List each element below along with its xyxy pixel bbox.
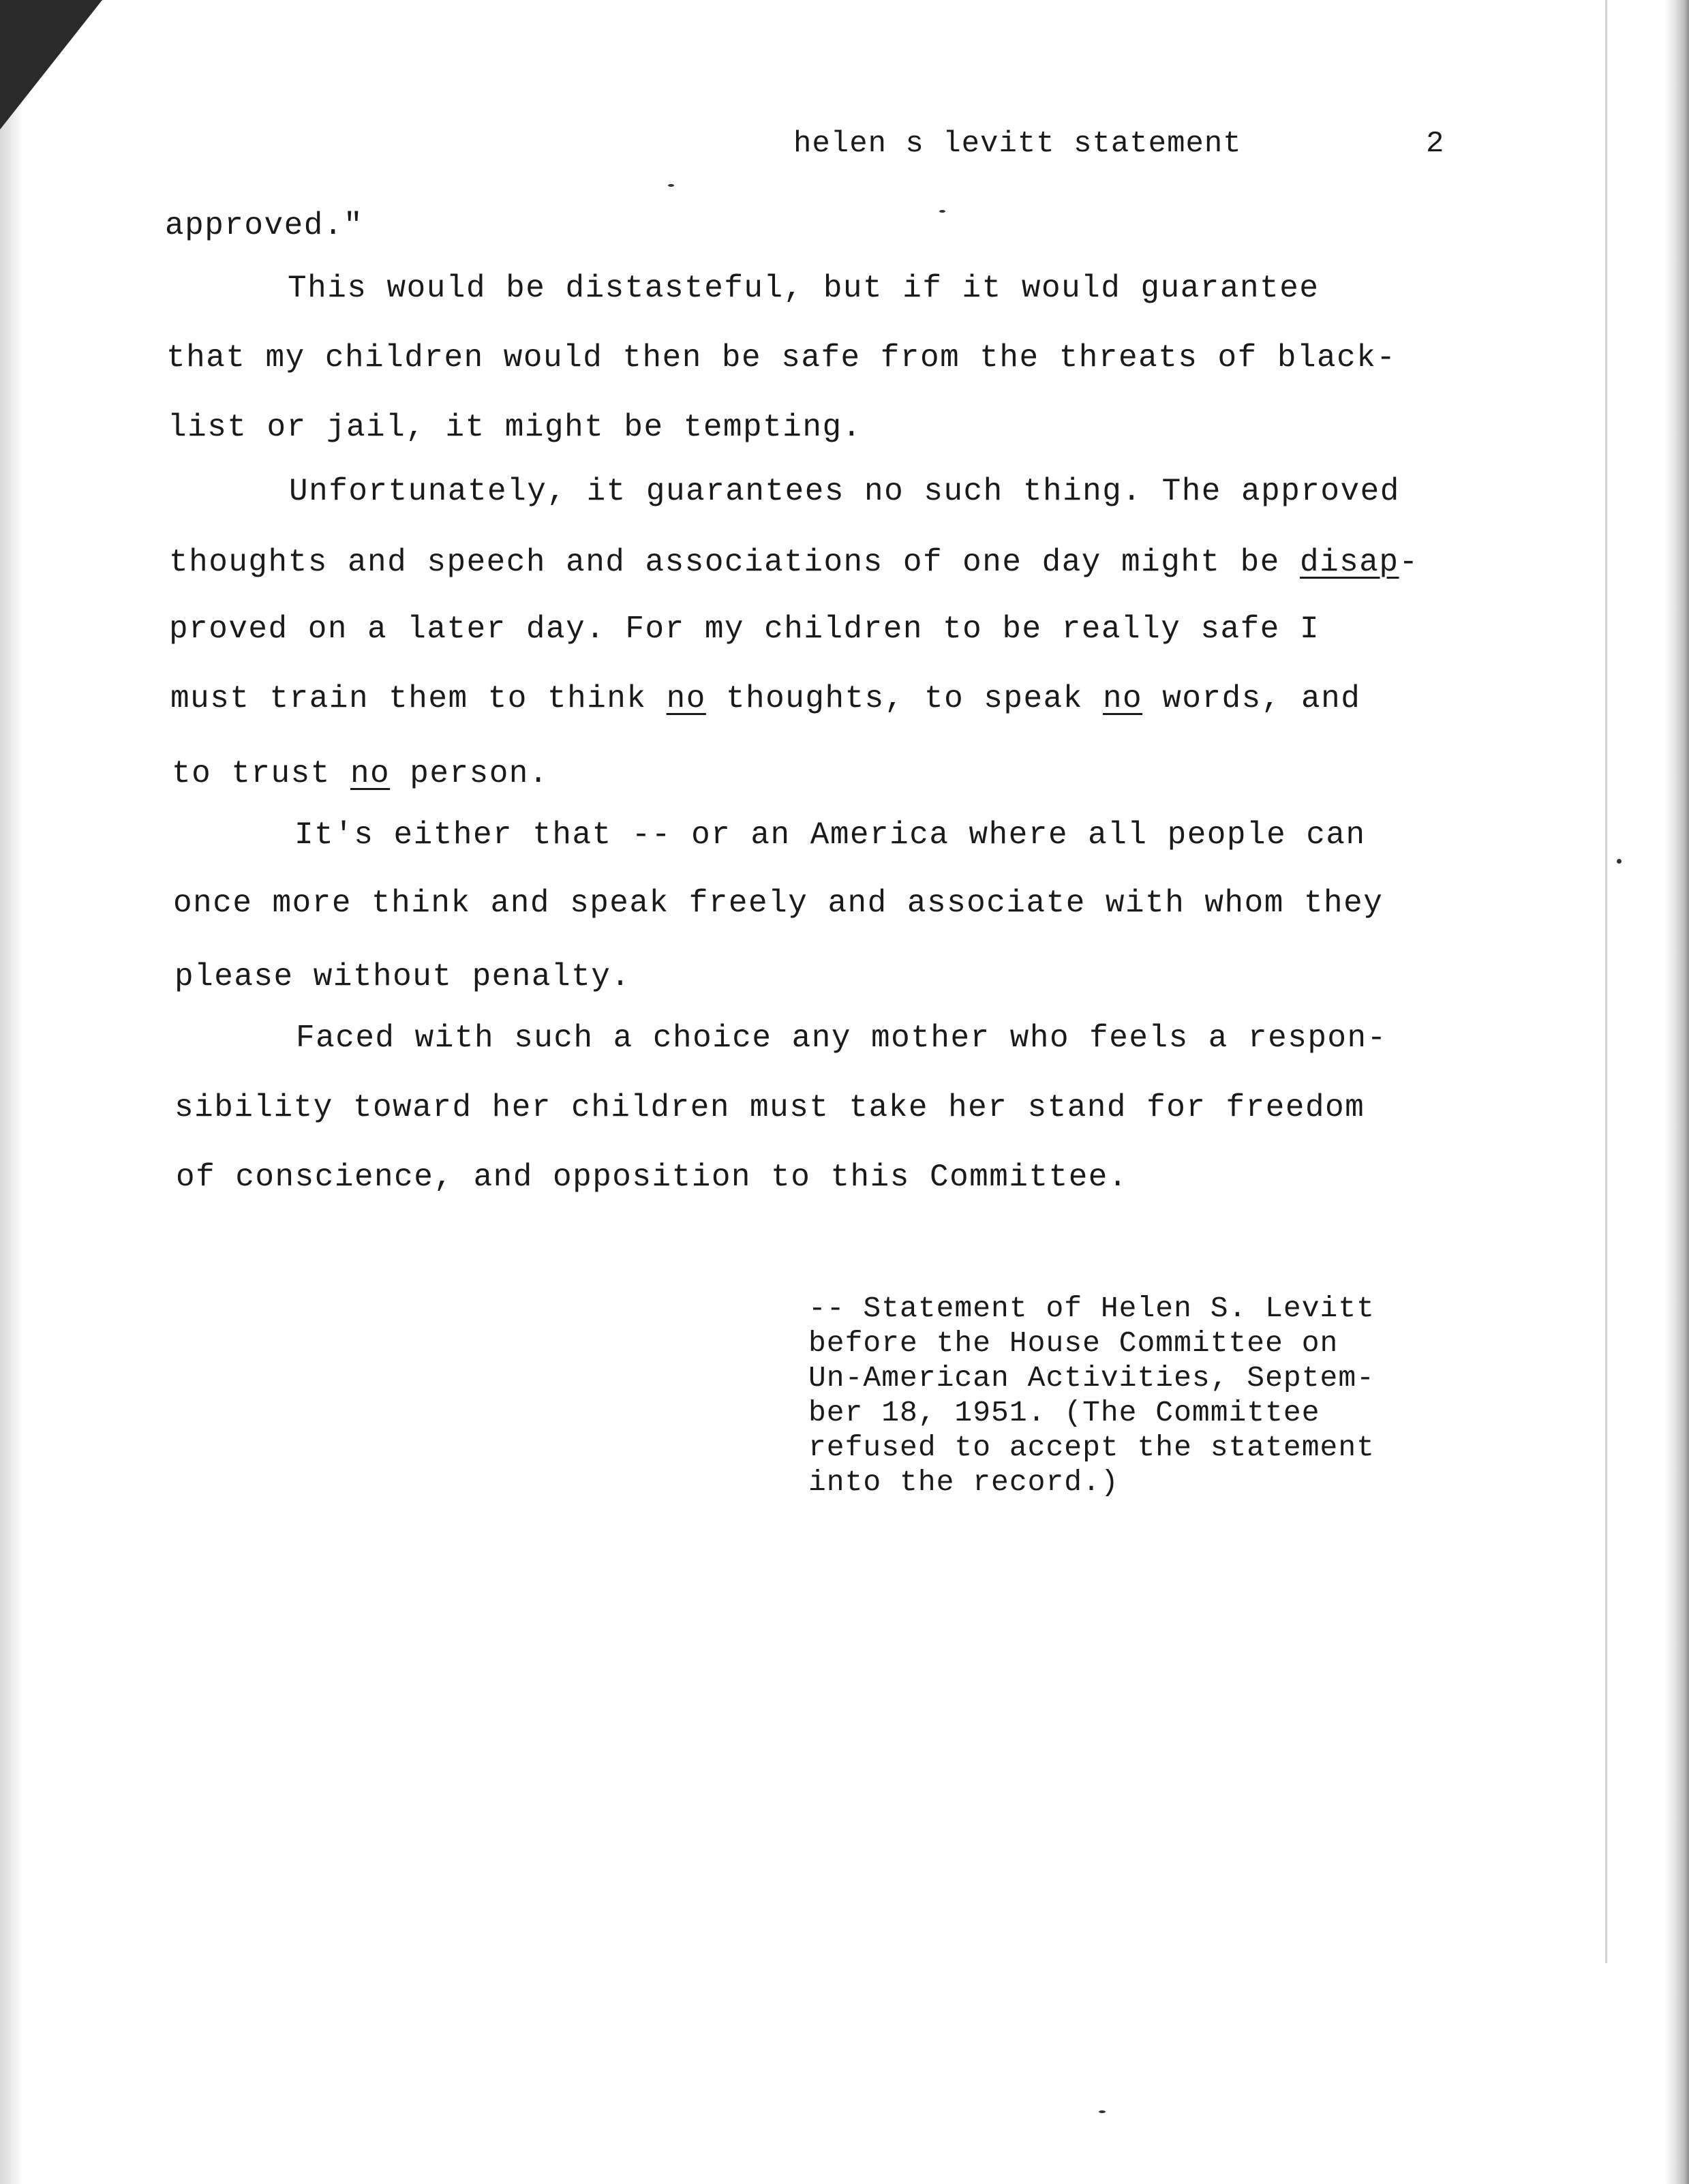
scan-left-edge xyxy=(0,0,23,2184)
body-line: Unfortunately, it guarantees no such thing. The approved xyxy=(289,474,1400,509)
body-line: This would be distasteful, but if it would guarantee xyxy=(288,271,1320,306)
body-line-text: must train them to think xyxy=(170,681,667,716)
body-line: of conscience, and opposition to this Committee. xyxy=(176,1159,1129,1195)
body-line: Faced with such a choice any mother who feels a respon- xyxy=(296,1020,1387,1056)
page-number: 2 xyxy=(1426,127,1444,161)
underlined-text: no xyxy=(666,681,706,716)
underlined-text: no xyxy=(1102,681,1143,716)
body-line-text: to trust xyxy=(172,756,350,791)
attribution-block xyxy=(808,1291,1375,1500)
underlined-text: disap xyxy=(1299,545,1399,580)
body-line: It's either that -- or an America where all people can xyxy=(294,817,1366,853)
body-line-text: words, and xyxy=(1142,681,1361,716)
attribution-line: refused to accept the statement xyxy=(808,1431,1375,1464)
body-line-text: - xyxy=(1399,545,1419,580)
scan-right-line xyxy=(1605,0,1607,1963)
body-line: list or jail, it might be tempting. xyxy=(168,410,862,445)
body-line-text: thoughts and speech and associations of one day might be xyxy=(169,545,1300,580)
body-line xyxy=(169,547,1419,578)
scan-speck xyxy=(668,184,674,187)
attribution-line: -- Statement of Helen S. Levitt xyxy=(808,1292,1375,1325)
scan-speck xyxy=(939,210,945,213)
body-line: sibility toward her children must take her stand for freedom xyxy=(174,1090,1365,1125)
body-line: please without penalty. xyxy=(174,959,631,995)
scan-corner-shadow xyxy=(0,0,102,130)
scan-speck xyxy=(1617,859,1622,864)
header-title: helen s levitt statement xyxy=(793,127,1242,161)
scan-speck xyxy=(1099,2110,1106,2113)
attribution-line: ber 18, 1951. (The Committee xyxy=(808,1396,1320,1429)
attribution-line: into the record.) xyxy=(808,1466,1119,1499)
body-line xyxy=(172,758,549,789)
body-line: approved." xyxy=(165,208,364,243)
body-line: once more think and speak freely and associate with whom they xyxy=(173,885,1384,921)
body-line: that my children would then be safe from the threats of black- xyxy=(166,340,1397,376)
attribution-line: before the House Committee on xyxy=(808,1326,1339,1360)
scan-right-edge xyxy=(1664,0,1689,2184)
attribution-line: Un-American Activities, Septem- xyxy=(808,1361,1375,1395)
body-line: proved on a later day. For my children to be really safe I xyxy=(169,611,1320,647)
body-line-text: person. xyxy=(390,756,549,791)
body-line-text: thoughts, to speak xyxy=(705,681,1103,716)
underlined-text: no xyxy=(350,756,391,791)
body-line xyxy=(170,683,1360,714)
